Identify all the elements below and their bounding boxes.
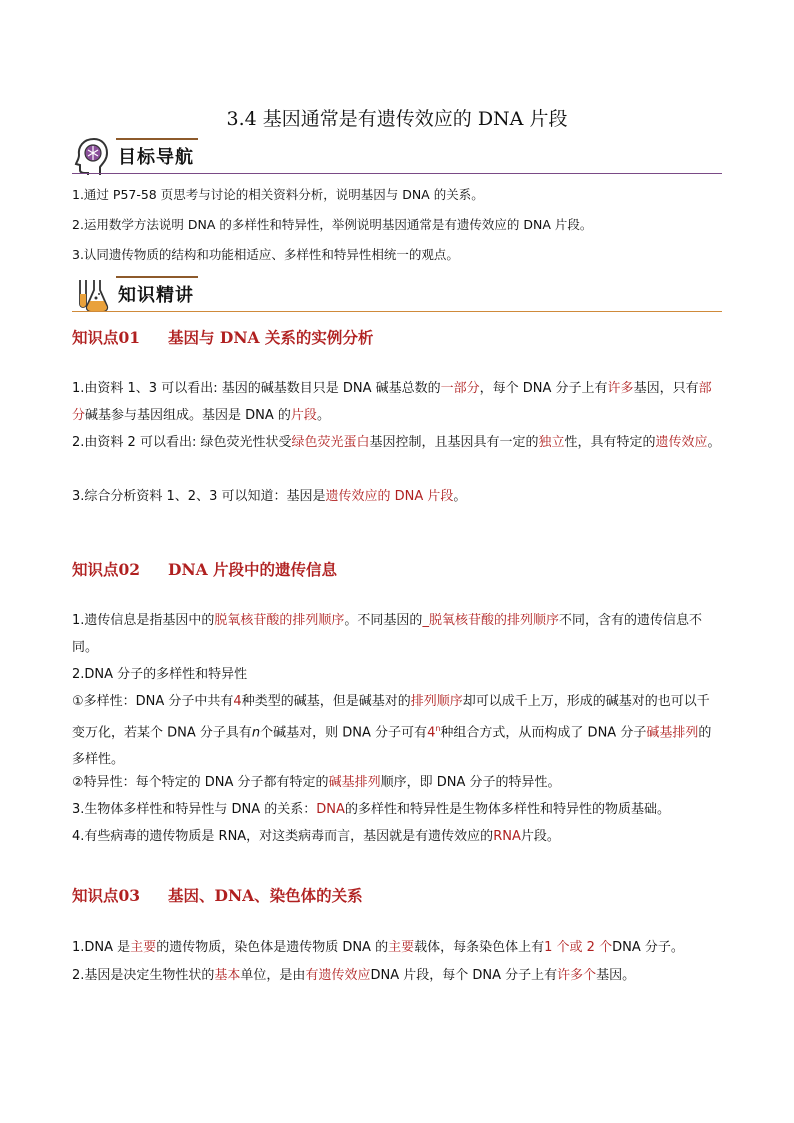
paragraph: 1.由资料 1、3 可以看出: 基因的碱基数目只是 DNA 碱基总数的一部分，每个 DNA 分子上有许多基因，只有部分碱基参与基因组成。基因是 DNA 的片段。 [72, 381, 712, 423]
goal-item: 2.运用数学方法说明 DNA 的多样性和特异性，举例说明基因通常是有遗传效应的 DNA 片段。 [72, 217, 593, 232]
section-header-goals [72, 136, 722, 180]
paragraph: ②特异性：每个特定的 DNA 分子都有特定的碱基排列顺序，即 DNA 分子的特异性。 [72, 775, 561, 790]
paragraph: 2.DNA 分子的多样性和特异性 [72, 667, 248, 682]
knowledge-point-heading [72, 326, 373, 348]
paragraph: 2.由资料 2 可以看出: 绿色荧光性状受绿色荧光蛋白基因控制，且基因具有一定的独立性，具有特定的遗传效应。 [72, 435, 721, 450]
knowledge-point-title: 基因、DNA、染色体的关系 [168, 886, 363, 905]
section-label: 目标导航 [118, 147, 194, 168]
paragraph: 4.有些病毒的遗传物质是 RNA，对这类病毒而言，基因就是有遗传效应的RNA片段。 [72, 829, 560, 844]
knowledge-point-title: DNA 片段中的遗传信息 [168, 560, 338, 579]
header-accent-line [116, 138, 198, 140]
goal-item: 1.通过 P57-58 页思考与讨论的相关资料分析，说明基因与 DNA 的关系。 [72, 187, 484, 202]
brain-head-icon [74, 136, 110, 176]
section-header-knowledge [72, 274, 722, 318]
goal-item: 3.认同遗传物质的结构和功能相适应、多样性和特异性相统一的观点。 [72, 247, 459, 262]
knowledge-point-heading [72, 884, 363, 906]
section-label: 知识精讲 [118, 285, 194, 306]
header-divider [72, 173, 722, 174]
paragraph: 3.生物体多样性和特异性与 DNA 的关系：DNA的多样性和特异性是生物体多样性和特异性的物质基础。 [72, 802, 670, 817]
paragraph: 2.基因是决定生物性状的基本单位，是由有遗传效应DNA 片段，每个 DNA 分子上有许多个基因。 [72, 968, 636, 983]
paragraph: 1.遗传信息是指基因中的脱氧核苷酸的排列顺序。不同基因的_脱氧核苷酸的排列顺序不同，含有的遗传信息不同。 [72, 613, 702, 655]
knowledge-point-number: 知识点02 [72, 560, 141, 579]
knowledge-point-heading [72, 558, 337, 580]
header-divider [72, 311, 722, 312]
header-accent-line [116, 276, 198, 278]
knowledge-point-number: 知识点03 [72, 886, 141, 905]
paragraph: ①多样性：DNA 分子中共有4种类型的碱基，但是碱基对的排列顺序却可以成千上万，形成的碱基对的也可以千变万化，若某个 DNA 分子具有n个碱基对，则 DNA 分子可有4$^n$种组合方式，从而构成了 DNA 分子碱基排列的多样性。 [72, 694, 712, 768]
knowledge-point-number: 知识点01 [72, 328, 141, 347]
paragraph: 1.DNA 是主要的遗传物质，染色体是遗传物质 DNA 的主要载体，每条染色体上有1 个或 2 个DNA 分子。 [72, 940, 684, 955]
knowledge-point-title: 基因与 DNA 关系的实例分析 [168, 328, 374, 347]
page-title: 3.4 基因通常是有遗传效应的 DNA 片段 [226, 108, 568, 130]
lab-flask-icon [74, 274, 110, 314]
paragraph: 3.综合分析资料 1、2、3 可以知道：基因是遗传效应的 DNA 片段。 [72, 489, 467, 504]
